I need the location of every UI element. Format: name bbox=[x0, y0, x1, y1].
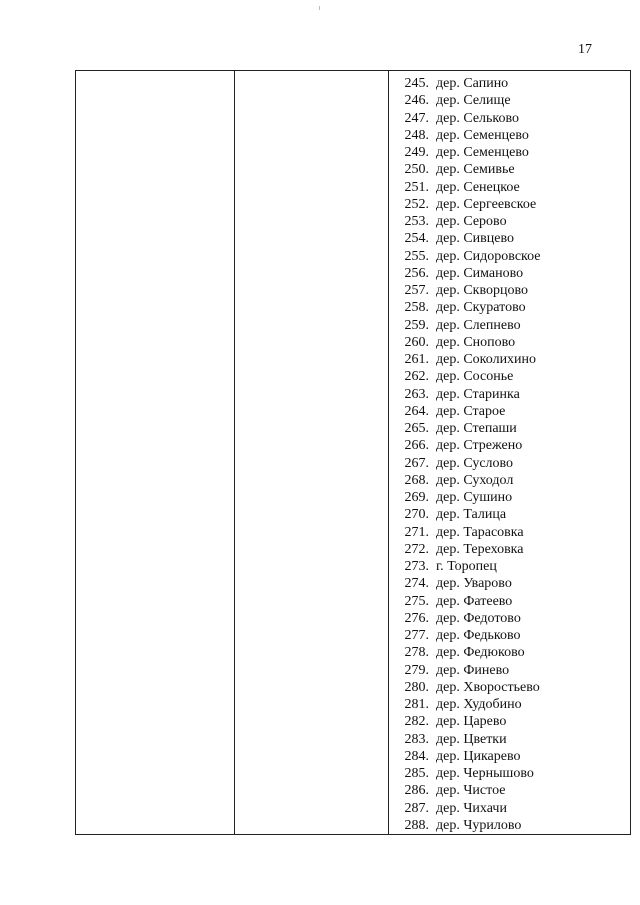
item-number: 283. bbox=[404, 731, 429, 747]
list-item bbox=[389, 420, 630, 437]
empty-cell-1 bbox=[76, 71, 235, 835]
item-name: дер. Сидоровское bbox=[436, 248, 541, 264]
item-number: 261. bbox=[404, 352, 429, 367]
item-number: 268. bbox=[404, 472, 429, 488]
item-name: дер. Федюково bbox=[436, 645, 525, 661]
item-name: дер. Хворостьево bbox=[436, 679, 540, 695]
list-item bbox=[389, 696, 630, 713]
list-item bbox=[389, 317, 630, 334]
item-name: дер. Степаши bbox=[436, 421, 517, 436]
item-name: дер. Суслово bbox=[436, 455, 514, 471]
item-name: дер. Суходол bbox=[436, 472, 514, 488]
list-item bbox=[389, 593, 630, 610]
list-item bbox=[389, 524, 630, 541]
list-item bbox=[389, 351, 630, 368]
item-number: 252. bbox=[404, 196, 429, 212]
list-item bbox=[389, 92, 630, 109]
list-item bbox=[389, 558, 630, 575]
item-number: 271. bbox=[404, 524, 429, 540]
item-name: дер. Семенцево bbox=[436, 127, 529, 143]
item-number: 288. bbox=[404, 817, 429, 833]
list-item bbox=[389, 765, 630, 782]
list-item bbox=[389, 334, 630, 351]
list-item bbox=[389, 161, 630, 178]
list-item bbox=[389, 230, 630, 247]
item-number: 269. bbox=[404, 490, 429, 505]
item-number: 259. bbox=[404, 317, 429, 333]
item-number: 247. bbox=[404, 110, 429, 126]
table-row bbox=[76, 71, 631, 835]
item-number: 278. bbox=[404, 645, 429, 661]
list-item bbox=[389, 282, 630, 299]
item-number: 265. bbox=[404, 421, 429, 436]
item-number: 257. bbox=[404, 283, 429, 298]
item-number: 284. bbox=[404, 748, 429, 764]
list-item bbox=[389, 213, 630, 230]
list-item bbox=[389, 627, 630, 644]
item-name: дер. Сельково bbox=[436, 110, 520, 126]
list-item bbox=[389, 196, 630, 213]
item-name: дер. Сергеевское bbox=[436, 196, 537, 212]
item-name: дер. Снопово bbox=[436, 334, 516, 350]
item-number: 280. bbox=[404, 679, 429, 695]
list-item bbox=[389, 575, 630, 592]
item-name: дер. Царево bbox=[436, 714, 507, 730]
item-name: дер. Соколихино bbox=[436, 352, 537, 367]
item-number: 245. bbox=[404, 76, 429, 91]
list-item bbox=[389, 679, 630, 696]
list-item bbox=[389, 644, 630, 661]
item-number: 256. bbox=[404, 265, 429, 281]
item-name: дер. Слепнево bbox=[436, 317, 521, 333]
item-number: 287. bbox=[404, 800, 429, 816]
item-name: дер. Уварово bbox=[436, 576, 512, 592]
item-number: 281. bbox=[404, 697, 429, 712]
item-number: 270. bbox=[404, 507, 429, 523]
list-item bbox=[389, 403, 630, 420]
item-number: 274. bbox=[404, 576, 429, 592]
item-number: 262. bbox=[404, 369, 429, 385]
list-item bbox=[389, 299, 630, 316]
item-name: дер. Тереховка bbox=[436, 541, 524, 557]
list-item bbox=[389, 455, 630, 472]
item-name: дер. Симаново bbox=[436, 265, 524, 281]
item-number: 246. bbox=[404, 93, 429, 109]
list-item bbox=[389, 800, 630, 817]
item-name: дер. Старое bbox=[436, 403, 506, 419]
list-item bbox=[389, 110, 630, 127]
list-item bbox=[389, 610, 630, 627]
list-item bbox=[389, 541, 630, 558]
item-name: дер. Тарасовка bbox=[436, 524, 524, 540]
list-item bbox=[389, 506, 630, 523]
item-number: 254. bbox=[404, 231, 429, 247]
item-number: 263. bbox=[404, 386, 429, 402]
item-number: 276. bbox=[404, 610, 429, 626]
item-number: 272. bbox=[404, 541, 429, 557]
list-item bbox=[389, 265, 630, 282]
list-item bbox=[389, 248, 630, 265]
item-name: дер. Чернышово bbox=[436, 766, 534, 781]
item-number: 277. bbox=[404, 628, 429, 643]
item-name: дер. Сапино bbox=[436, 76, 509, 91]
item-number: 260. bbox=[404, 334, 429, 350]
item-name: дер. Федьково bbox=[436, 628, 521, 643]
item-number: 275. bbox=[404, 593, 429, 609]
list-item bbox=[389, 817, 630, 834]
item-name: дер. Семивье bbox=[436, 162, 515, 178]
empty-cell-2 bbox=[235, 71, 389, 835]
item-name: дер. Скуратово bbox=[436, 300, 526, 316]
item-name: дер. Фатеево bbox=[436, 593, 513, 609]
item-name: г. Торопец bbox=[436, 559, 497, 574]
list-item bbox=[389, 472, 630, 489]
page-number: 17 bbox=[578, 42, 592, 57]
item-name: дер. Худобино bbox=[436, 697, 522, 712]
item-name: дер. Скворцово bbox=[436, 283, 528, 298]
item-name: дер. Старинка bbox=[436, 386, 520, 402]
item-number: 285. bbox=[404, 766, 429, 781]
list-item bbox=[389, 713, 630, 730]
list-item bbox=[389, 386, 630, 403]
list-item bbox=[389, 144, 630, 161]
item-name: дер. Стрежено bbox=[436, 438, 523, 454]
list-item bbox=[389, 731, 630, 748]
list-item bbox=[389, 368, 630, 385]
settlements-table bbox=[75, 70, 631, 835]
scan-mark bbox=[319, 6, 320, 10]
list-item bbox=[389, 127, 630, 144]
item-number: 279. bbox=[404, 662, 429, 678]
item-number: 258. bbox=[404, 300, 429, 316]
item-number: 267. bbox=[404, 455, 429, 471]
item-name: дер. Селище bbox=[436, 93, 511, 109]
item-number: 264. bbox=[404, 403, 429, 419]
item-name: дер. Серово bbox=[436, 214, 507, 229]
item-number: 273. bbox=[404, 559, 429, 574]
list-item bbox=[389, 489, 630, 506]
item-number: 251. bbox=[404, 179, 429, 195]
settlement-list bbox=[389, 75, 630, 834]
list-item bbox=[389, 75, 630, 92]
item-number: 286. bbox=[404, 783, 429, 799]
item-name: дер. Цикарево bbox=[436, 748, 521, 764]
item-number: 266. bbox=[404, 438, 429, 454]
item-number: 282. bbox=[404, 714, 429, 730]
list-item bbox=[389, 782, 630, 799]
item-number: 249. bbox=[404, 145, 429, 160]
list-item bbox=[389, 748, 630, 765]
settlement-list-cell bbox=[389, 71, 631, 835]
item-name: дер. Талица bbox=[436, 507, 507, 523]
item-name: дер. Цветки bbox=[436, 731, 507, 747]
item-name: дер. Финево bbox=[436, 662, 510, 678]
item-name: дер. Чистое bbox=[436, 783, 506, 799]
item-name: дер. Чихачи bbox=[436, 800, 507, 816]
item-name: дер. Чурилово bbox=[436, 817, 522, 833]
item-name: дер. Федотово bbox=[436, 610, 521, 626]
item-number: 255. bbox=[404, 248, 429, 264]
list-item bbox=[389, 437, 630, 454]
item-name: дер. Сивцево bbox=[436, 231, 514, 247]
item-number: 250. bbox=[404, 162, 429, 178]
item-name: дер. Сушино bbox=[436, 490, 513, 505]
item-name: дер. Сосонье bbox=[436, 369, 514, 385]
item-name: дер. Семенцево bbox=[436, 145, 529, 160]
item-number: 248. bbox=[404, 127, 429, 143]
item-number: 253. bbox=[404, 214, 429, 229]
list-item bbox=[389, 662, 630, 679]
list-item bbox=[389, 179, 630, 196]
item-name: дер. Сенецкое bbox=[436, 179, 520, 195]
